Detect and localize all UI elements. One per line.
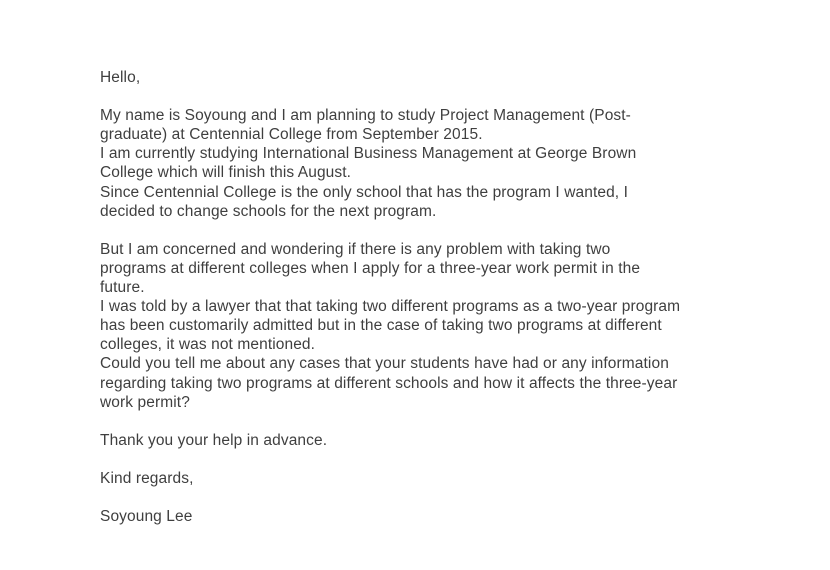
signature-paragraph — [100, 507, 740, 526]
letter-line: future. — [100, 279, 145, 297]
letter-line: My name is Soyoung and I am planning to study Project Management (Post- — [100, 107, 631, 125]
letter-line: graduate) at Centennial College from September 2015. — [100, 126, 483, 144]
letter-line: has been customarily admitted but in the case of taking two programs at different — [100, 317, 662, 335]
letter-line: Since Centennial College is the only school that has the program I wanted, I — [100, 183, 629, 201]
letter-line: programs at different colleges when I apply for a three-year work permit in the — [100, 259, 641, 277]
signature-line: Soyoung Lee — [100, 508, 193, 526]
thanks-line: Thank you your help in advance. — [100, 431, 328, 449]
greeting-line: Hello, — [100, 69, 141, 86]
intro-paragraph — [100, 106, 740, 221]
letter-line: College which will finish this August. — [100, 164, 352, 182]
thanks-paragraph — [100, 431, 740, 450]
letter-line: regarding taking two programs at different schools and how it affects the three-year — [100, 374, 678, 392]
closing-paragraph — [100, 469, 740, 488]
closing-line: Kind regards, — [100, 469, 194, 487]
letter-line: work permit? — [100, 393, 190, 411]
letter-line: I was told by a lawyer that that taking two different programs as a two-year program — [100, 298, 681, 316]
letter-body — [100, 68, 740, 526]
concern-paragraph — [100, 240, 740, 412]
greeting-paragraph — [100, 68, 740, 87]
letter-line: decided to change schools for the next program. — [100, 202, 437, 220]
letter-line: But I am concerned and wondering if there is any problem with taking two — [100, 240, 611, 258]
letter-line: Could you tell me about any cases that your students have had or any information — [100, 355, 669, 373]
letter-line: colleges, it was not mentioned. — [100, 336, 316, 354]
letter-line: I am currently studying International Business Management at George Brown — [100, 145, 637, 163]
